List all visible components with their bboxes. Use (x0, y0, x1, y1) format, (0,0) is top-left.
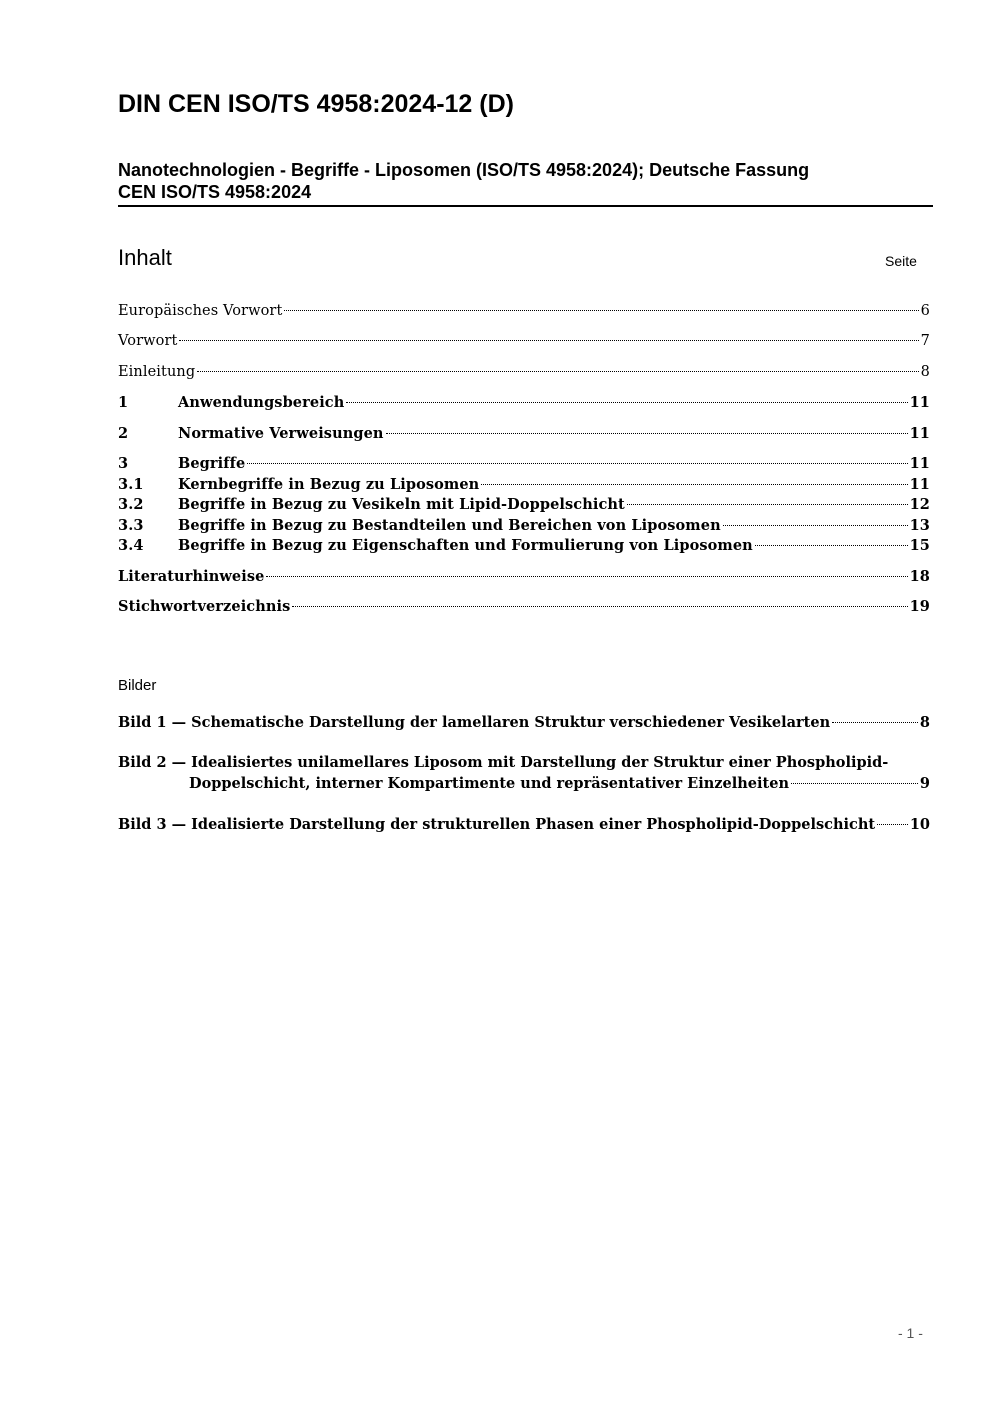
toc-leader-dots (292, 606, 907, 607)
toc-entry-bestandteile[interactable] (118, 517, 930, 536)
toc-leader-dots (284, 310, 918, 311)
title-divider (118, 205, 933, 207)
toc-entry-eigenschaften[interactable] (118, 537, 930, 556)
toc-entry-title: Europäisches Vorwort (118, 303, 283, 319)
subtitle-line-1: Nanotechnologien - Begriffe - Liposomen (ISO/TS 4958:2024); Deutsche Fassung (118, 160, 810, 180)
toc-entry-page: 11 (909, 455, 930, 472)
toc-page-column-label: Seite (885, 253, 917, 269)
toc-entry-page: 6 (920, 303, 930, 319)
toc-entry-page: 11 (909, 476, 930, 493)
toc-entry-page: 11 (909, 394, 930, 411)
page-number: - 1 - (898, 1325, 923, 1341)
toc-leader-dots (481, 484, 907, 485)
toc-entry-title: Einleitung (118, 364, 196, 380)
toc-entry-page: 18 (909, 568, 930, 585)
toc-entry-title: Normative Verweisungen (178, 425, 384, 442)
toc-entry-page: 7 (920, 333, 930, 349)
figure-entry-page: 9 (919, 775, 930, 792)
toc-entry-title: Kernbegriffe in Bezug zu Liposomen (178, 476, 480, 493)
toc-leader-dots (179, 340, 918, 341)
document-title: DIN CEN ISO/TS 4958:2024-12 (D) (118, 90, 514, 118)
subtitle-line-2: CEN ISO/TS 4958:2024 (118, 182, 312, 202)
figure-entry-page: 8 (919, 714, 930, 731)
toc-leader-dots (627, 504, 908, 505)
toc-entry-number: 3.2 (118, 496, 144, 513)
toc-entry-title: Begriffe (178, 455, 246, 472)
toc-entry-page: 19 (909, 598, 930, 615)
toc-entry-europaeisches-vorwort[interactable] (118, 303, 930, 322)
figure-entry-title-continued: Doppelschicht, interner Kompartimente und repräsentativer Einzelheiten (189, 775, 789, 792)
toc-entry-number: 3.3 (118, 517, 144, 534)
toc-entry-vesikeln[interactable] (118, 496, 930, 515)
toc-entry-title: Begriffe in Bezug zu Eigenschaften und Formulierung von Liposomen (178, 537, 753, 554)
toc-leader-dots (266, 576, 907, 577)
toc-entry-number: 3 (118, 455, 129, 472)
toc-leader-dots (723, 525, 908, 526)
toc-entry-einleitung[interactable] (118, 364, 930, 383)
toc-entry-begriffe[interactable] (118, 455, 930, 474)
toc-leader-dots (197, 371, 918, 372)
toc-entry-vorwort[interactable] (118, 333, 930, 352)
toc-entry-number: 3.4 (118, 537, 144, 554)
toc-leader-dots (386, 433, 908, 434)
toc-entry-kernbegriffe[interactable] (118, 476, 930, 495)
toc-entry-page: 8 (920, 364, 930, 380)
toc-entry-title: Begriffe in Bezug zu Bestandteilen und Bereichen von Liposomen (178, 517, 721, 534)
toc-leader-dots (755, 545, 908, 546)
toc-entry-page: 13 (909, 517, 930, 534)
toc-leader-dots (247, 463, 907, 464)
toc-entry-page: 15 (909, 537, 930, 554)
toc-entry-title: Begriffe in Bezug zu Vesikeln mit Lipid-Doppelschicht (178, 496, 625, 513)
toc-entry-page: 11 (909, 425, 930, 442)
figure-leader-dots (877, 824, 908, 825)
toc-entry-number: 1 (118, 394, 129, 411)
toc-entry-anwendungsbereich[interactable] (118, 394, 930, 413)
toc-entry-stichwortverzeichnis[interactable] (118, 598, 930, 617)
toc-entry-literaturhinweise[interactable] (118, 568, 930, 587)
toc-heading: Inhalt (118, 245, 172, 270)
figure-entry-bild-2[interactable] (118, 754, 930, 796)
figure-leader-dots (832, 722, 918, 723)
figure-entry-bild-1[interactable] (118, 714, 930, 735)
toc-entry-normative-verweisungen[interactable] (118, 425, 930, 444)
toc-entry-title: Anwendungsbereich (178, 394, 345, 411)
document-subtitle (118, 159, 933, 203)
figures-heading: Bilder (118, 677, 157, 694)
toc-entry-title: Vorwort (118, 333, 178, 349)
figure-entry-title: Bild 2 — Idealisiertes unilamellares Liposom mit Darstellung der Struktur einer Phospholipid- (118, 754, 889, 771)
toc-entry-title: Stichwortverzeichnis (118, 598, 291, 615)
figure-entry-title: Bild 3 — Idealisierte Darstellung der strukturellen Phasen einer Phospholipid-Doppelschicht (118, 816, 876, 833)
figure-entry-page: 10 (909, 816, 930, 833)
toc-entry-number: 2 (118, 425, 129, 442)
toc-entry-title: Literaturhinweise (118, 568, 265, 585)
toc-leader-dots (346, 402, 907, 403)
toc-entry-number: 3.1 (118, 476, 144, 493)
figure-entry-title: Bild 1 — Schematische Darstellung der lamellaren Struktur verschiedener Vesikelarten (118, 714, 831, 731)
toc-entry-page: 12 (909, 496, 930, 513)
figure-entry-bild-3[interactable] (118, 816, 930, 837)
figure-leader-dots (791, 783, 918, 784)
